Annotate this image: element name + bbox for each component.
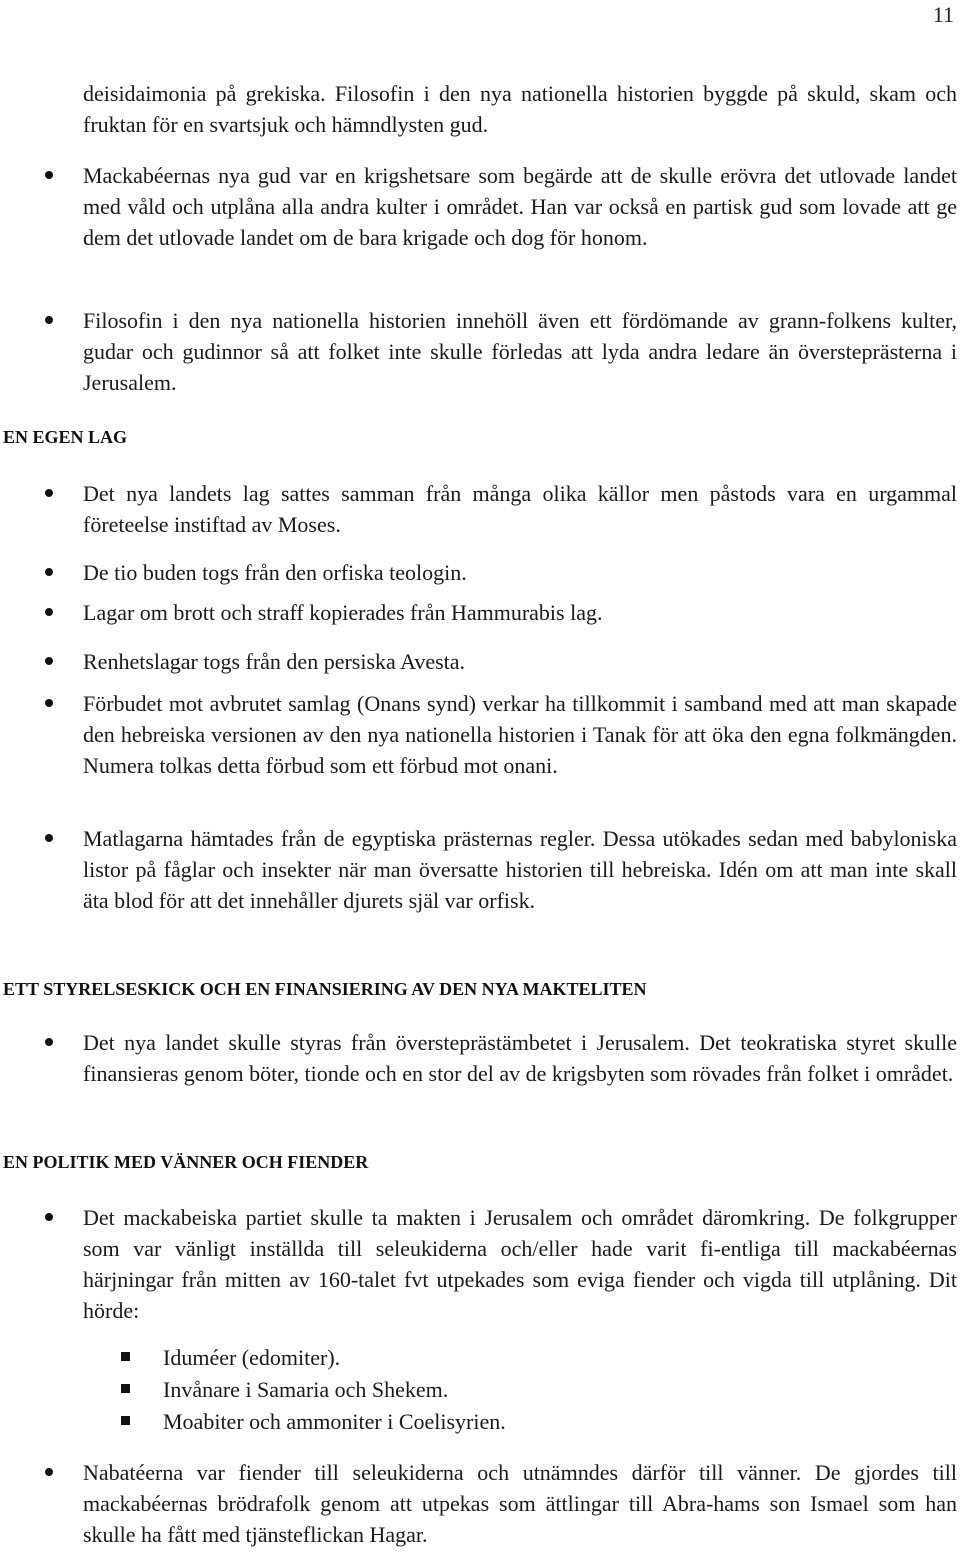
section-heading: EN POLITIK MED VÄNNER OCH FIENDER (3, 1152, 369, 1172)
sub-list-item (163, 1342, 957, 1373)
sub-list-item-text: Moabiter och ammoniter i Coelisyrien. (163, 1409, 506, 1434)
section-heading: EN EGEN LAG (3, 427, 128, 447)
list-item (83, 160, 957, 253)
bullet-icon (45, 834, 53, 842)
list-item (83, 823, 957, 916)
page-number: 11 (932, 2, 954, 27)
bullet-icon (45, 1213, 53, 1221)
list-item-text: Det nya landet skulle styras från översteprästämbetet i Jerusalem. Det teokratiska styret skulle finansieras genom böter, tionde och en stor del av de krigsbyten som rövades från folket i området. (83, 1030, 957, 1086)
bullet-icon (45, 171, 53, 179)
list-item (83, 305, 957, 398)
bullet-icon (45, 657, 53, 665)
list-item-text: Filosofin i den nya nationella historien innehöll även ett fördömande av grann-folkens kulter, gudar och gudinnor så att folket inte skulle förledas att lyda andra ledare än översteprästerna i Jerusalem. (83, 308, 957, 395)
list-item (83, 1202, 957, 1326)
intro-paragraph: deisidaimonia på grekiska. Filosofin i den nya nationella historien byggde på skuld, skam och fruktan för en svartsjuk och hämndlysten gud. (83, 81, 957, 137)
sub-list-item (163, 1374, 957, 1405)
section-heading: ETT STYRELSESKICK OCH EN FINANSIERING AV DEN NYA MAKTELITEN (3, 979, 647, 999)
bullet-icon (45, 1038, 53, 1046)
list-item-text: Renhetslagar togs från den persiska Avesta. (83, 649, 466, 674)
list-item-text: Lagar om brott och straff kopierades från Hammurabis lag. (83, 600, 603, 625)
list-item-text: De tio buden togs från den orfiska teologin. (83, 560, 467, 585)
list-item (83, 1457, 957, 1550)
list-item-text: Det mackabeiska partiet skulle ta makten i Jerusalem och området däromkring. De folkgrupper som var vänligt inställda till seleukiderna och/eller hade varit fi-entliga till mackabéernas härjningar från mitten av 160-talet fvt utpekades som eviga fiender och vigda till utplåning. Dit hörde: (83, 1205, 957, 1323)
list-item-text: Det nya landets lag sattes samman från många olika källor men påstods vara en urgammal företeelse instiftad av Moses. (83, 481, 957, 537)
list-item-text: Förbudet mot avbrutet samlag (Onans synd) verkar ha tillkommit i samband med att man skapade den hebreiska versionen av den nya nationella historien i Tanak för att öka den egna folkmängden. Numera tolkas detta förbud som ett förbud mot onani. (83, 691, 957, 778)
bullet-icon (45, 568, 53, 576)
sub-list-item-text: Iduméer (edomiter). (163, 1345, 341, 1370)
bullet-icon (45, 489, 53, 497)
list-item (83, 557, 957, 588)
list-item (83, 478, 957, 540)
square-bullet-icon (121, 1352, 130, 1361)
list-item (83, 646, 957, 677)
list-item-text: Nabatéerna var fiender till seleukiderna och utnämndes därför till vänner. De gjordes till mackabéernas brödrafolk genom att utpekas som ättlingar till Abra-hams son Ismael som han skulle ha fått med tjänsteflickan Hagar. (83, 1460, 957, 1547)
bullet-icon (45, 316, 53, 324)
square-bullet-icon (121, 1416, 130, 1425)
square-bullet-icon (121, 1384, 130, 1393)
bullet-icon (45, 699, 53, 707)
sub-list-item-text: Invånare i Samaria och Shekem. (163, 1377, 449, 1402)
sub-list-item (163, 1406, 957, 1437)
list-item-text: Matlagarna hämtades från de egyptiska prästernas regler. Dessa utökades sedan med babyloniska listor på fåglar och insekter när man översatte historien till hebreiska. Idén om att man inte skall äta blod för att det innehåller djurets själ var orfisk. (83, 826, 957, 913)
list-item (83, 597, 957, 628)
list-item-text: Mackabéernas nya gud var en krigshetsare som begärde att de skulle erövra det utlovade landet med våld och utplåna alla andra kulter i området. Han var också en partisk gud som lovade att ge dem det utlovade landet om de bara krigade och dog för honom. (83, 163, 957, 250)
bullet-icon (45, 608, 53, 616)
bullet-icon (45, 1468, 53, 1476)
list-item (83, 1027, 957, 1089)
list-item (83, 688, 957, 781)
